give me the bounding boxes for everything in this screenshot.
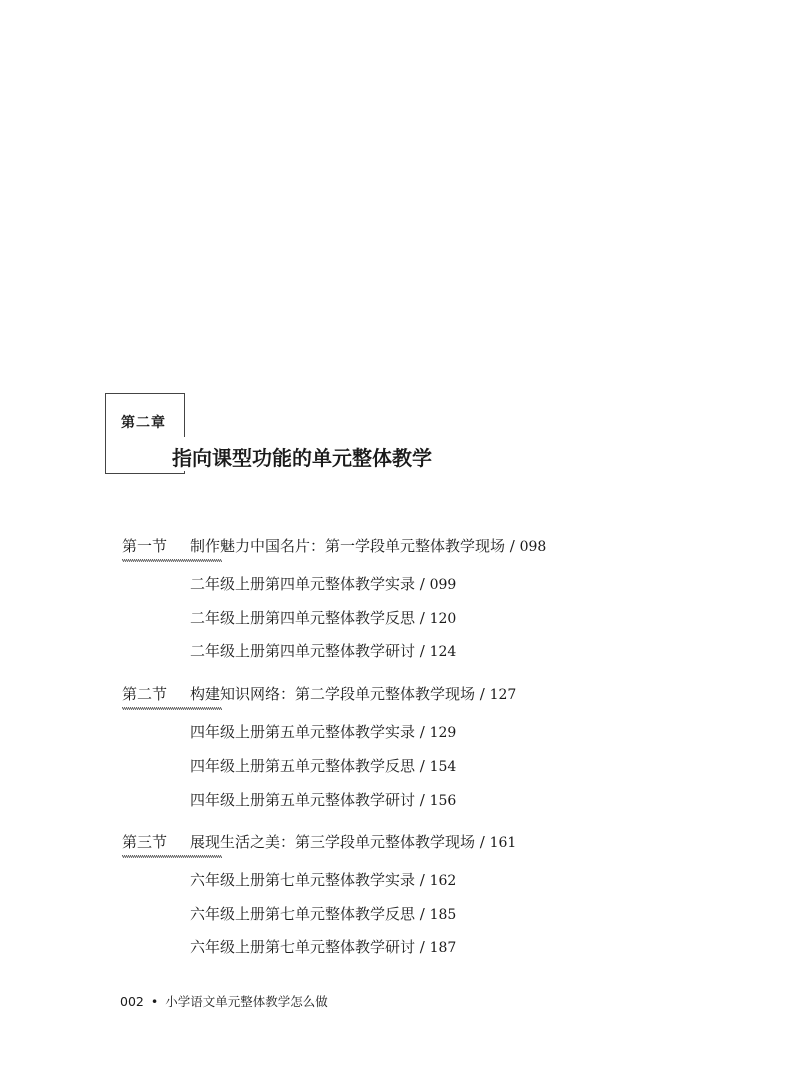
section-title: 展现生活之美：第三学段单元整体教学现场 [190,833,476,851]
entry-title: 四年级上册第五单元整体教学研讨 [190,791,416,809]
wavy-underline [122,706,222,711]
entry-page: 124 [429,644,457,660]
entry-title: 六年级上册第七单元整体教学研讨 [190,938,416,956]
toc-entry[interactable] [190,607,456,628]
separator: / [415,757,430,775]
entry-page: 187 [429,940,457,956]
entry-page: 162 [429,873,457,889]
separator: / [505,537,520,555]
separator: / [415,938,430,956]
toc-entry[interactable] [190,869,456,890]
toc-entry[interactable] [190,936,456,957]
section-label: 第一节 [122,537,168,555]
section-page: 098 [519,539,547,555]
wavy-underline [122,558,222,563]
entry-title: 二年级上册第四单元整体教学研讨 [190,642,416,660]
footer-separator: • [150,994,159,1009]
separator: / [475,833,490,851]
entry-page: 099 [429,577,457,593]
separator: / [415,871,430,889]
separator: / [415,642,430,660]
toc-entry[interactable] [190,721,456,742]
entry-page: 156 [429,793,457,809]
footer-book-title: 小学语文单元整体教学怎么做 [165,994,328,1009]
section-page: 127 [489,687,517,703]
page-footer [120,992,328,1010]
section-page: 161 [489,835,517,851]
entry-title: 二年级上册第四单元整体教学实录 [190,575,416,593]
entry-title: 二年级上册第四单元整体教学反思 [190,609,416,627]
toc-entry[interactable] [190,789,456,810]
separator: / [415,791,430,809]
wavy-underline [122,854,222,859]
toc-section-3[interactable] [122,831,516,855]
separator: / [475,685,490,703]
entry-title: 四年级上册第五单元整体教学实录 [190,723,416,741]
toc-section-1[interactable] [122,535,546,559]
toc-entry[interactable] [190,640,456,661]
section-label: 第二节 [122,685,168,703]
section-title: 构建知识网络：第二学段单元整体教学现场 [190,685,476,703]
toc-entry[interactable] [190,903,456,924]
entry-page: 154 [429,759,457,775]
chapter-title: 指向课型功能的单元整体教学 [170,442,436,471]
entry-title: 四年级上册第五单元整体教学反思 [190,757,416,775]
separator: / [415,723,430,741]
section-title: 制作魅力中国名片：第一学段单元整体教学现场 [190,537,506,555]
entry-page: 120 [429,611,457,627]
footer-page-number: 002 [120,994,144,1009]
separator: / [415,609,430,627]
section-label: 第三节 [122,833,168,851]
entry-page: 129 [429,725,457,741]
chapter-number: 第二章 [121,415,166,431]
toc-entry[interactable] [190,755,456,776]
entry-title: 六年级上册第七单元整体教学实录 [190,871,416,889]
toc-entry[interactable] [190,573,456,594]
toc-section-2[interactable] [122,683,516,707]
separator: / [415,905,430,923]
entry-title: 六年级上册第七单元整体教学反思 [190,905,416,923]
separator: / [415,575,430,593]
entry-page: 185 [429,907,457,923]
